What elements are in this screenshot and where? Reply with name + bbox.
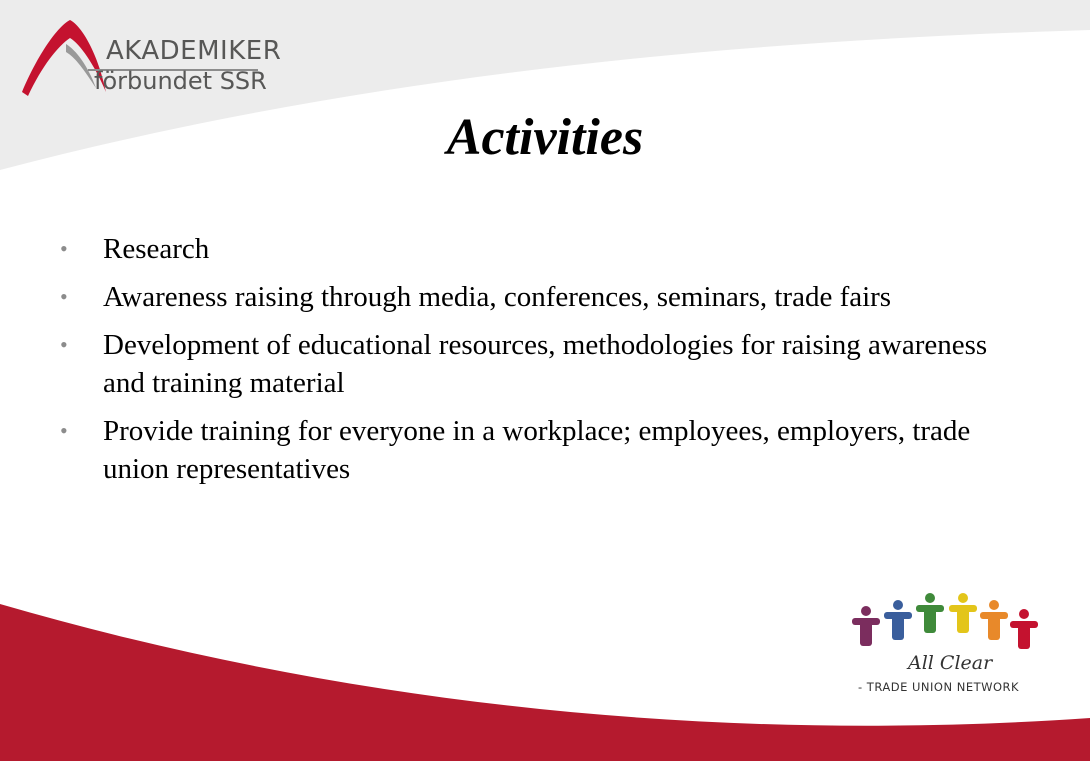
person-figure-icon bbox=[884, 600, 912, 640]
bullet-icon: • bbox=[60, 418, 68, 443]
all-clear-subtitle: - TRADE UNION NETWORK bbox=[858, 680, 1020, 694]
logo-text-line1: AKADEMIKER bbox=[106, 36, 282, 66]
list-item bbox=[60, 230, 1020, 268]
list-item bbox=[60, 326, 1020, 402]
logo-text-line2: förbundet SSR bbox=[94, 67, 267, 95]
akademiker-logo bbox=[18, 14, 282, 102]
bullet-text: Development of educational resources, methodologies for raising awareness and training material bbox=[103, 329, 988, 399]
bullet-icon: • bbox=[60, 284, 68, 309]
all-clear-logo bbox=[846, 590, 1046, 700]
person-figure-icon bbox=[1010, 609, 1038, 649]
people-figures-icon bbox=[846, 590, 1046, 652]
list-item bbox=[60, 412, 1020, 488]
person-figure-icon bbox=[949, 593, 977, 633]
bullet-icon: • bbox=[60, 332, 68, 357]
bullet-list bbox=[60, 230, 1020, 498]
person-figure-icon bbox=[916, 593, 944, 633]
bullet-text: Awareness raising through media, conferences, seminars, trade fairs bbox=[103, 281, 892, 313]
bullet-text: Research bbox=[103, 233, 210, 265]
bullet-icon: • bbox=[60, 236, 68, 261]
person-figure-icon bbox=[852, 606, 880, 646]
list-item bbox=[60, 278, 1020, 316]
all-clear-title: All Clear bbox=[908, 652, 993, 674]
person-figure-icon bbox=[980, 600, 1008, 640]
slide-title: Activities bbox=[446, 109, 644, 166]
bullet-text: Provide training for everyone in a workplace; employees, employers, trade union representatives bbox=[103, 415, 971, 485]
